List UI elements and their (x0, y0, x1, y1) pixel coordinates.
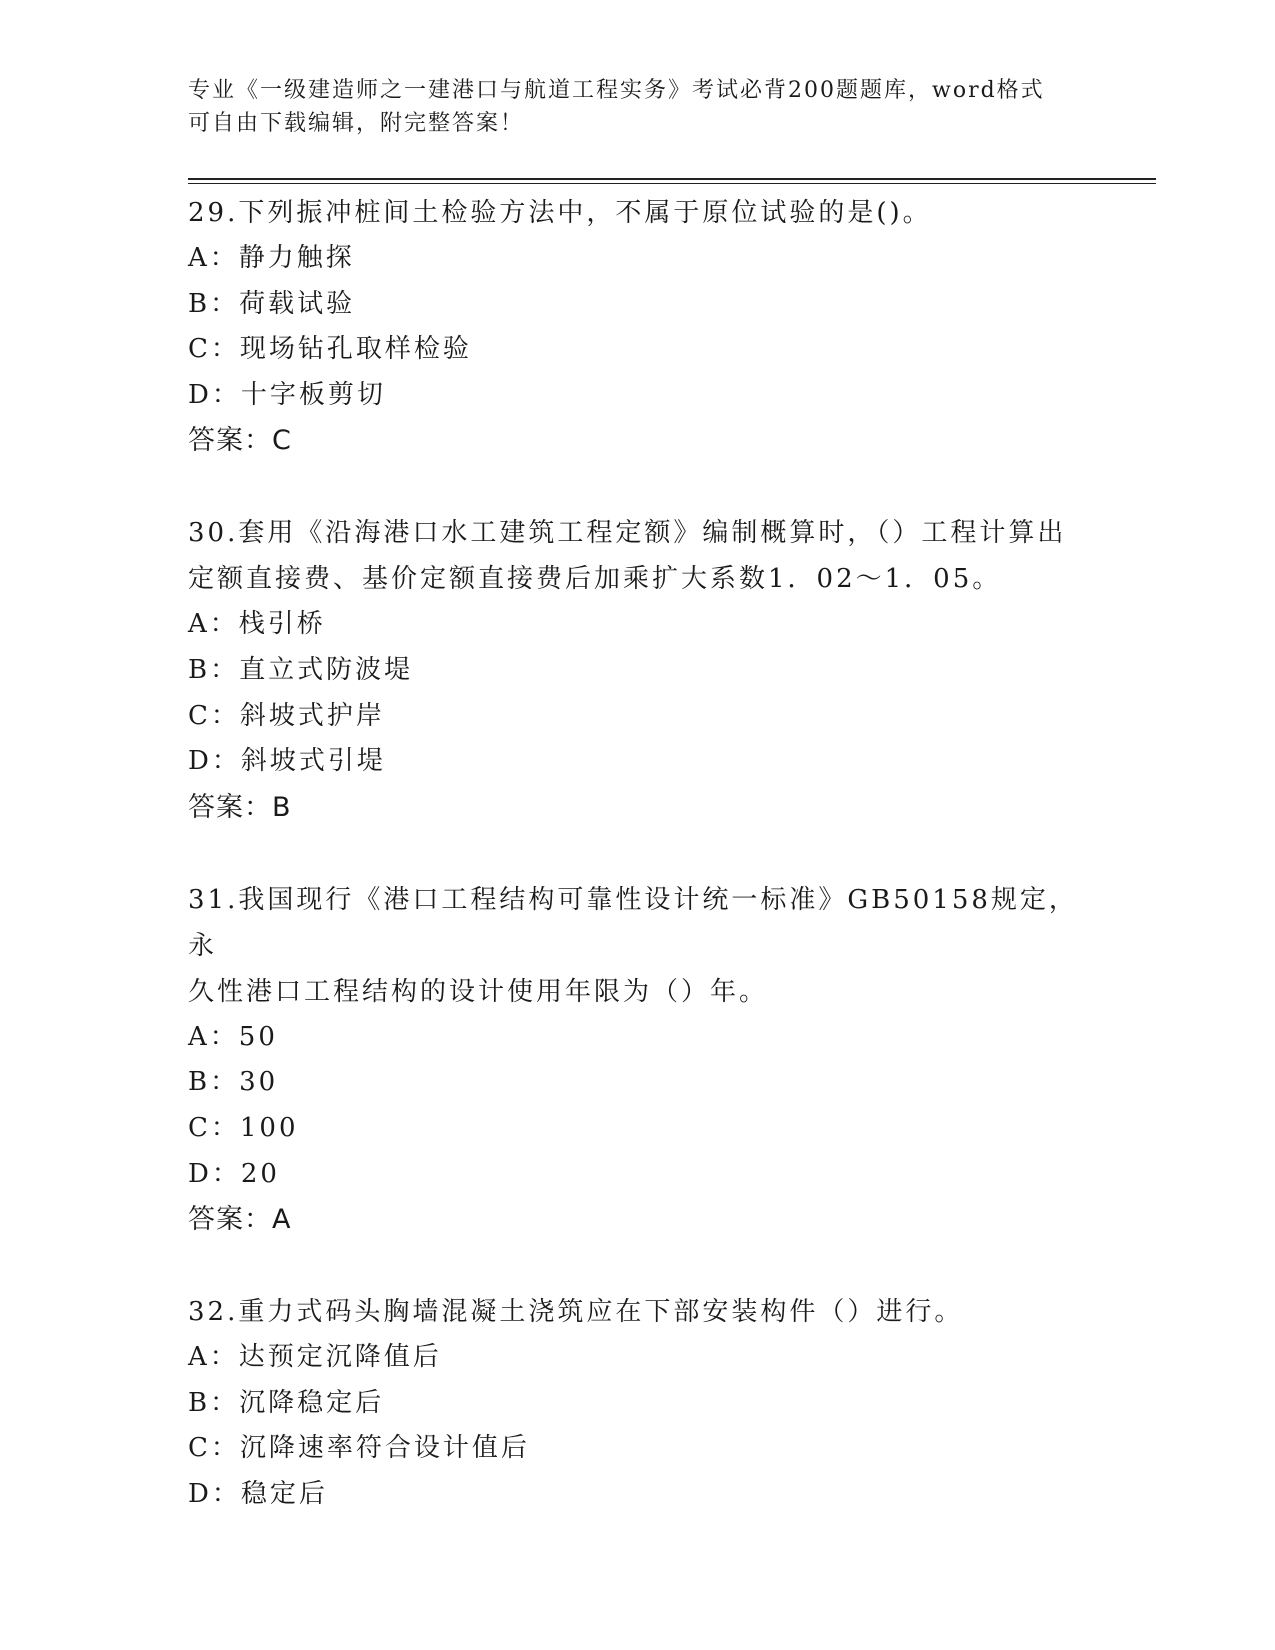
question-stem: 31.我国现行《港口工程结构可靠性设计统一标准》GB50158规定，永 (188, 884, 1078, 961)
option-a: A：50 (188, 1021, 278, 1052)
answer: 答案：C (188, 425, 292, 457)
header-rule-thin (188, 183, 1156, 184)
question-stem-continued: 定额直接费、基价定额直接费后加乘扩大系数1．02～1．05。 (188, 564, 1002, 595)
question-31 (188, 877, 1088, 1243)
question-32 (188, 1289, 1088, 1517)
option-b: B：30 (188, 1067, 279, 1098)
option-d: D：斜坡式引堤 (188, 746, 386, 777)
document-header (188, 74, 1068, 140)
answer: 答案：B (188, 791, 292, 823)
header-line-2: 可自由下载编辑，附完整答案！ (188, 111, 525, 136)
header-line-1: 专业《一级建造师之一建港口与航道工程实务》考试必背200题题库，word格式 (188, 78, 1045, 103)
option-b: B：沉降稳定后 (188, 1387, 385, 1418)
option-c: C：现场钻孔取样检验 (188, 334, 472, 365)
option-d: D：稳定后 (188, 1478, 328, 1509)
question-stem: 32.重力式码头胸墙混凝土浇筑应在下部安装构件（）进行。 (188, 1297, 964, 1328)
option-d: D：十字板剪切 (188, 379, 386, 410)
question-stem: 30.套用《沿海港口水工建筑工程定额》编制概算时，（）工程计算出 (188, 518, 1067, 549)
header-rule-thick (188, 178, 1156, 180)
question-30 (188, 510, 1088, 830)
question-list (188, 190, 1088, 1564)
option-a: A：静力触探 (188, 243, 355, 273)
option-a: A：栈引桥 (188, 609, 326, 640)
option-c: C：100 (188, 1112, 299, 1143)
question-29 (188, 190, 1088, 464)
option-c: C：沉降速率符合设计值后 (188, 1433, 530, 1464)
option-b: B：直立式防波堤 (188, 654, 414, 685)
option-a: A：达预定沉降值后 (188, 1342, 442, 1373)
option-c: C：斜坡式护岸 (188, 700, 385, 731)
answer: 答案：A (188, 1204, 292, 1236)
question-stem-continued: 久性港口工程结构的设计使用年限为（）年。 (188, 976, 769, 1007)
option-d: D：20 (188, 1158, 280, 1189)
option-b: B：荷载试验 (188, 288, 356, 319)
question-stem: 29.下列振冲桩间土检验方法中，不属于原位试验的是()。 (188, 198, 932, 228)
